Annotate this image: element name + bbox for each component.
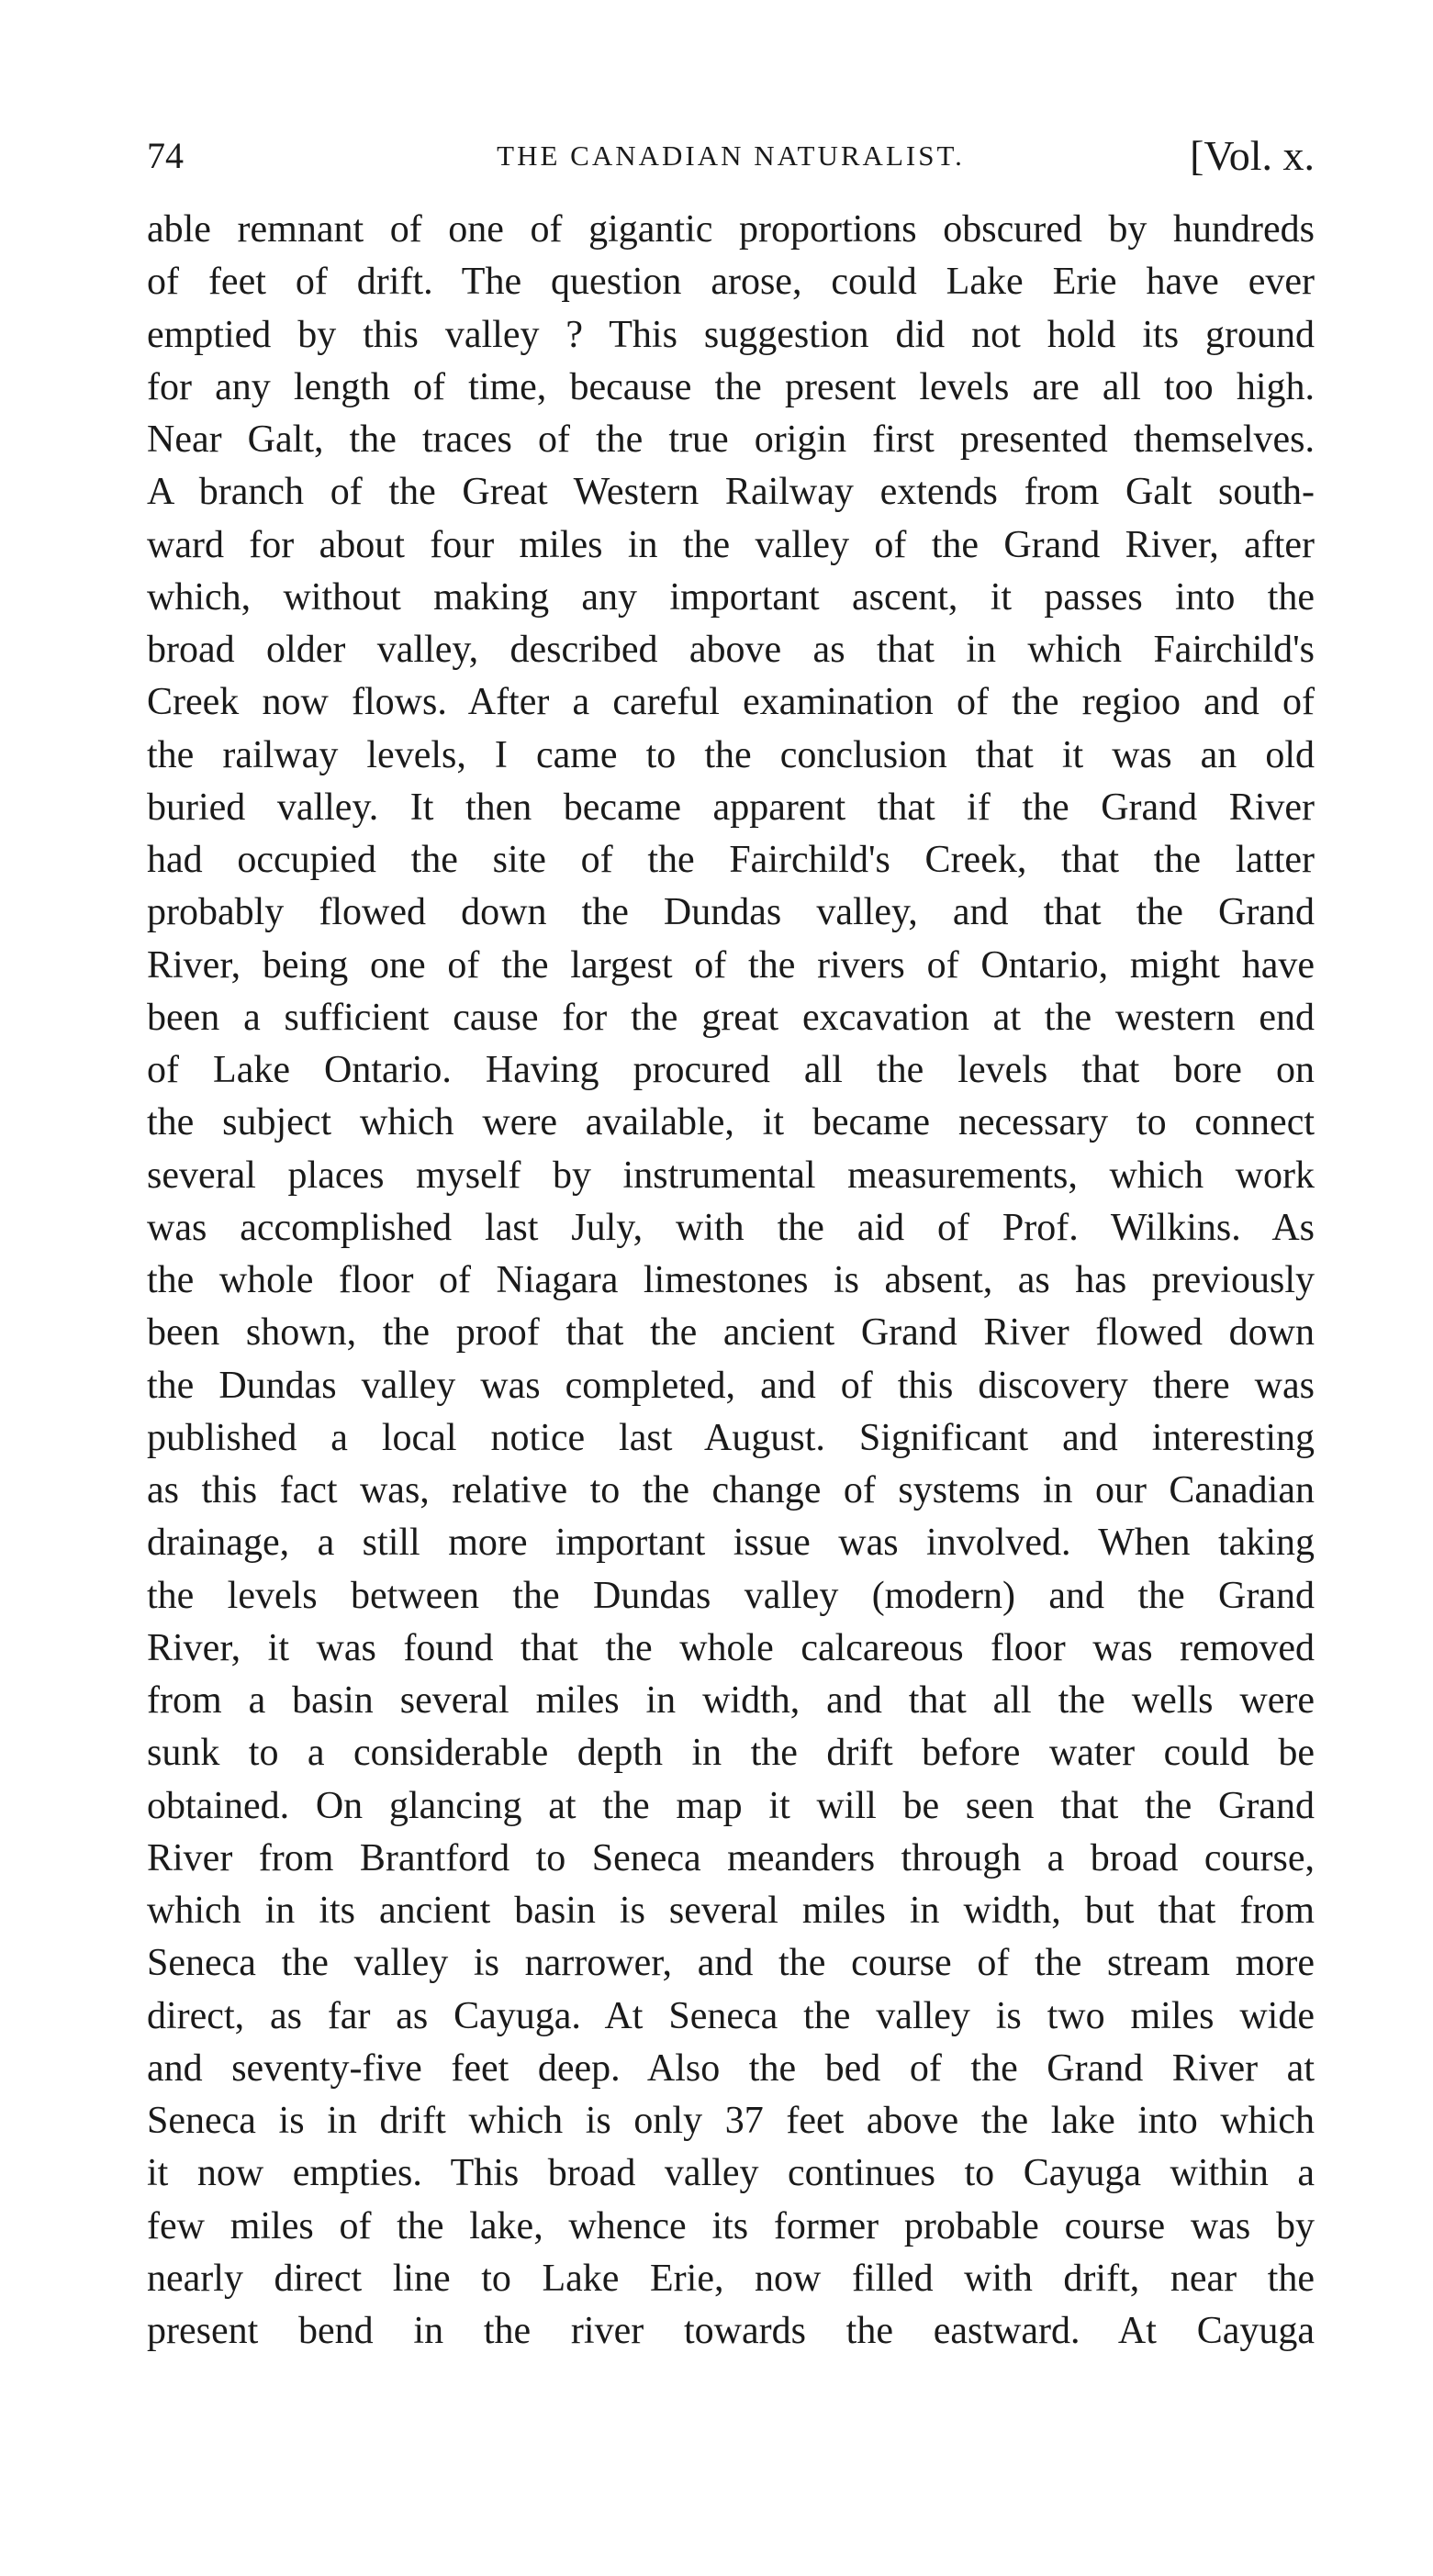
text-line: obtained. On glancing at the map it will be seen that the Grand bbox=[147, 1784, 1315, 1827]
text-line: able remnant of one of gigantic proportions obscured by hundreds bbox=[147, 208, 1315, 251]
text-line: of Lake Ontario. Having procured all the levels that bore on bbox=[147, 1049, 1315, 1091]
text-line: the whole floor of Niagara limestones is absent, as has previously bbox=[147, 1259, 1315, 1301]
text-line: several places myself by instrumental measurements, which work bbox=[147, 1154, 1315, 1197]
text-line: was accomplished last July, with the aid of Prof. Wilkins. As bbox=[147, 1206, 1315, 1249]
text-line: broad older valley, described above as that in which Fairchild's bbox=[147, 629, 1315, 671]
text-line: nearly direct line to Lake Erie, now filled with drift, near the bbox=[147, 2257, 1315, 2300]
text-line: the railway levels, I came to the conclusion that it was an old bbox=[147, 733, 1315, 776]
text-line: A branch of the Great Western Railway extends from Galt south- bbox=[147, 471, 1315, 514]
journal-title: THE CANADIAN NATURALIST. bbox=[497, 139, 965, 172]
text-line: for any length of time, because the present levels are all too high. bbox=[147, 365, 1315, 408]
text-line: present bend in the river towards the eastward. At Cayuga bbox=[147, 2310, 1315, 2352]
text-line: had occupied the site of the Fairchild's Creek, that the latter bbox=[147, 839, 1315, 881]
text-line: published a local notice last August. Significant and interesting bbox=[147, 1416, 1315, 1459]
text-line: Creek now flows. After a careful examination of the regioo and of bbox=[147, 681, 1315, 724]
text-line: which, without making any important ascent, it passes into the bbox=[147, 575, 1315, 619]
text-line: Seneca is in drift which is only 37 feet above the lake into which bbox=[147, 2100, 1315, 2142]
text-line: River, it was found that the whole calcareous floor was removed bbox=[147, 1626, 1315, 1669]
text-line: probably flowed down the Dundas valley, and that the Grand bbox=[147, 891, 1315, 934]
text-line: been shown, the proof that the ancient Grand River flowed down bbox=[147, 1311, 1315, 1355]
text-line: which in its ancient basin is several miles in width, but that from bbox=[147, 1890, 1315, 1932]
text-line: Seneca the valley is narrower, and the course of the stream more bbox=[147, 1942, 1315, 1985]
running-head bbox=[147, 127, 1315, 185]
text-line: sunk to a considerable depth in the drift before water could be bbox=[147, 1732, 1315, 1775]
volume-label: [Vol. x. bbox=[1190, 132, 1315, 179]
page-number: 74 bbox=[147, 135, 184, 176]
text-line: the Dundas valley was completed, and of this discovery there was bbox=[147, 1364, 1315, 1407]
text-line: from a basin several miles in width, and that all the wells were bbox=[147, 1679, 1315, 1722]
text-line: as this fact was, relative to the change of systems in our Canadian bbox=[147, 1469, 1315, 1511]
text-line: been a sufficient cause for the great excavation at the western end bbox=[147, 996, 1315, 1039]
text-line: and seventy-five feet deep. Also the bed of the Grand River at bbox=[147, 2046, 1315, 2090]
text-line: of feet of drift. The question arose, could Lake Erie have ever bbox=[147, 261, 1315, 304]
text-line: River from Brantford to Seneca meanders through a broad course, bbox=[147, 1836, 1315, 1879]
text-line: direct, as far as Cayuga. At Seneca the valley is two miles wide bbox=[147, 1994, 1315, 2037]
body-text bbox=[147, 204, 1315, 2358]
text-line: buried valley. It then became apparent that if the Grand River bbox=[147, 786, 1315, 829]
text-line: it now empties. This broad valley continues to Cayuga within a bbox=[147, 2152, 1315, 2195]
text-line: few miles of the lake, whence its former probable course was by bbox=[147, 2204, 1315, 2247]
text-line: drainage, a still more important issue was involved. When taking bbox=[147, 1522, 1315, 1565]
text-line: emptied by this valley ? This suggestion did not hold its ground bbox=[147, 313, 1315, 356]
text-line: River, being one of the largest of the rivers of Ontario, might have bbox=[147, 943, 1315, 987]
text-line: ward for about four miles in the valley of the Grand River, after bbox=[147, 523, 1315, 566]
text-line: the levels between the Dundas valley (modern) and the Grand bbox=[147, 1574, 1315, 1617]
text-line: Near Galt, the traces of the true origin first presented themselves. bbox=[147, 418, 1315, 461]
text-line: the subject which were available, it became necessary to connect bbox=[147, 1101, 1315, 1144]
